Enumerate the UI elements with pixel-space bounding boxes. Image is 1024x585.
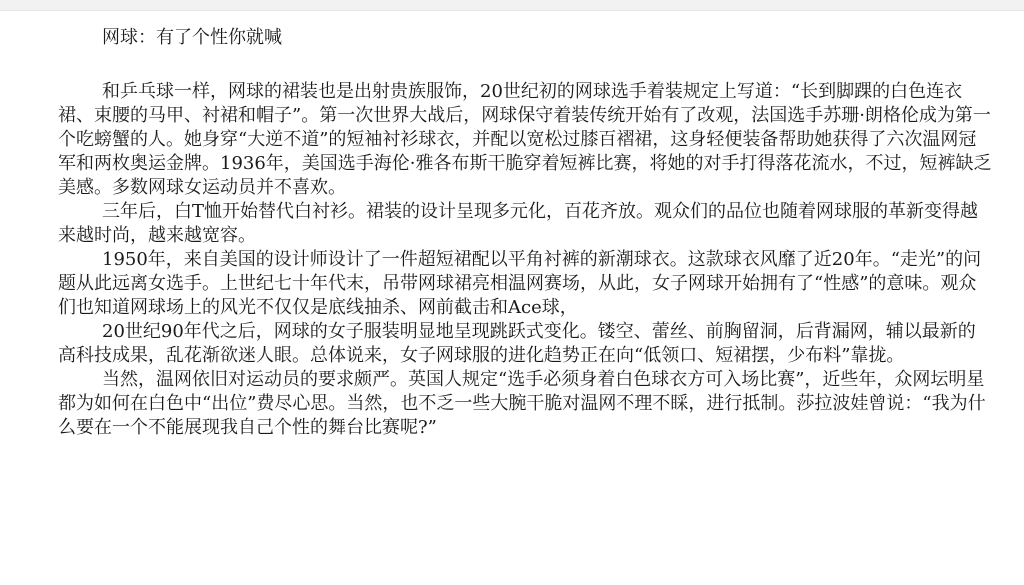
paragraph-4: 20世纪90年代之后，网球的女子服装明显地呈现跳跃式变化。镂空、蕾丝、前胸留洞，后背漏网，辅以最新的高科技成果，乱花渐欲迷人眼。总体说来，女子网球服的进化趋势正在向“低领口、短裙摆，少布料”靠拢。 <box>58 321 976 366</box>
paragraph-3: 1950年，来自美国的设计师设计了一件超短裙配以平角衬裤的新潮球衣。这款球衣风靡了近20年。“走光”的问题从此远离女选手。上世纪七十年代末，吊带网球裙亮相温网赛场，从此，女子网球开始拥有了“性感”的意味。观众们也知道网球场上的风光不仅仅是底线抽杀、网前截击和Ace球， <box>58 249 982 318</box>
paragraph-2: 三年后，白T恤开始替代白衬衫。裙装的设计呈现多元化，百花齐放。观众们的品位也随着网球服的革新变得越来越时尚，越来越宽容。 <box>58 201 979 246</box>
document-title: 网球：有了个性你就喊 <box>102 27 282 48</box>
paragraph-1: 和乒乓球一样，网球的裙装也是出射贵族服饰，20世纪初的网球选手着装规定上写道：“长到脚踝的白色连衣裙、束腰的马甲、衬裙和帽子”。第一次世界大战后，网球保守着装传统开始有了改观，法国选手苏珊·朗格伦成为第一个吃螃蟹的人。她身穿“大逆不道”的短袖衬衫球衣，并配以宽松过膝百褶裙，这身轻便装备帮助她获得了六次温网冠军和两枚奥运金牌。1936年，美国选手海伦·雅各布斯干脆穿着短裤比赛，将她的对手打得落花流水，不过，短裤缺乏美感。多数网球女运动员并不喜欢。 <box>58 81 992 198</box>
window-top-strip <box>0 0 1024 11</box>
document-body <box>58 26 992 440</box>
paragraph-5: 当然，温网依旧对运动员的要求颇严。英国人规定“选手必须身着白色球衣方可入场比赛”，近些年，众网坛明星都为如何在白色中“出位”费尽心思。当然，也不乏一些大腕干脆对温网不理不睬，进行抵制。莎拉波娃曾说：“我为什么要在一个不能展现我自己个性的舞台比赛呢?” <box>58 369 986 438</box>
